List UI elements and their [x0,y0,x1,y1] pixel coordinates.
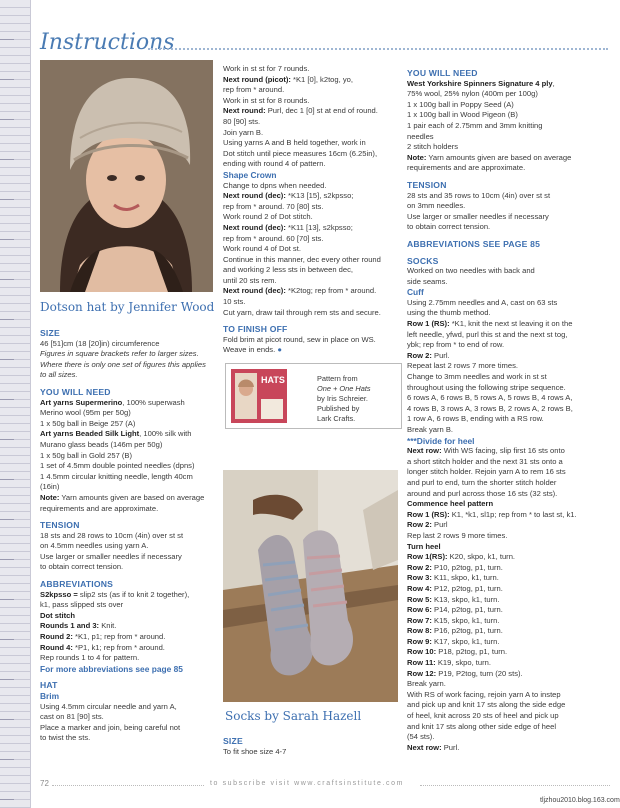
row-text: P14, p2tog, p1, turn. [431,605,503,615]
row-text: P16, p2tog, p1, turn. [431,626,503,636]
row-text: P12, p2tog, p1, turn. [431,583,503,593]
right-column [407,62,612,753]
abbr-line: Rep rounds 1 to 4 for pattern. [40,653,140,663]
right-line: to obtain correct tension. [407,222,491,232]
abbr-line [40,621,216,632]
right-line: using the thumb method. [407,308,491,318]
row-label: Row 1 (RS): [407,509,450,519]
right-line: Break yarn B. [407,425,454,434]
list-item [407,616,612,627]
mid-line: Fold brim at picot round, sew in place on WS. [223,334,376,344]
right-line: 28 sts and 35 rows to 10cm (4in) over st st [407,190,551,200]
mid-line: Cut yarn, draw tail through rem sts and secure. [223,307,381,317]
book-cover-label: HATS [261,375,285,385]
right-line: Using 2.75mm needles and A, cast on 63 sts [407,297,558,307]
mid-line [223,223,401,234]
right-line: 6 rows A, 6 rows B, 5 rows A, 5 rows B, 4 rows A, [407,393,573,403]
right-line: requirements and are approximate. [407,163,526,173]
row-label: Row 7: [407,615,432,625]
ywn-line: Murano glass beads (146m per 50g) [40,439,163,449]
abbr-line [40,643,216,654]
mid-line: Work round 2 of Dot stitch. [223,212,313,222]
row-text: K13, skpo, k1, turn. [431,594,500,604]
right-line: (54 sts). [407,732,435,742]
yarn-name: Art yarns Beaded Silk Light [40,429,140,439]
abbr-def: *P1, k1; rep from * around. [72,642,165,652]
turn-heel-rows [407,552,612,679]
right-line: 2 stitch holders [407,142,459,152]
right-line: throughout using the following stripe sequence. [407,382,566,392]
right-line [407,351,612,362]
right-line [407,520,612,531]
note-text: Yarn amounts given are based on average [426,152,572,162]
title-divider [148,48,608,50]
row-text: K1, *k1, sl1p; rep from * to last st, k1. [449,509,577,519]
step-text: *K13 [15], s2kpsso; [285,191,354,201]
abbr-term: Rounds 1 and 3: [40,621,100,631]
mid-line: rep from * around. 60 [70] sts. [223,233,324,243]
abbr-def: slip2 sts (as if to knit 2 together), [77,589,190,599]
brim-line: to twist the sts. [40,733,91,743]
list-item [407,605,612,616]
mid-line: 80 [90] sts. [223,116,261,126]
footer-divider [52,785,204,786]
abbreviations-link[interactable]: ABBREVIATIONS SEE PAGE 85 [407,238,541,249]
book-line: by Iris Schreier. [317,394,368,403]
row-label: Row 6: [407,605,432,615]
mid-line: Continue in this manner, dec every other round [223,254,381,264]
row-text: K19, skpo, turn. [435,658,491,668]
ywn-heading: YOU WILL NEED [40,386,111,397]
right-line: 1 pair each of 2.75mm and 3mm knitting [407,120,543,130]
right-line [407,79,612,90]
heel-pattern-heading: Commence heel pattern [407,499,494,509]
list-item [407,584,612,595]
more-abbreviations-link[interactable]: For more abbreviations see page 85 [40,663,183,674]
right-line [407,510,612,521]
ywn-line [40,398,216,409]
right-line: 75% wool, 25% nylon (400m per 100g) [407,89,538,99]
socks-heading: SOCKS [407,255,439,266]
ywn-line: 1 4.5mm circular knitting needle, length 40cm [40,471,193,481]
right-line: With RS of work facing, rejoin yarn A to instep [407,689,561,699]
list-item [407,658,612,669]
ywn-line: (16in) [40,482,60,492]
step-label: Next round (dec): [223,286,286,296]
row-label: Row 4: [407,583,432,593]
size-note: Where there is only one set of figures this applies [40,359,206,369]
list-item [407,563,612,574]
book-line: Lark Crafts. [317,414,356,423]
mid-line [223,345,401,356]
step-text: *K11 [13], s2kpsso; [285,222,353,232]
ywn-line: requirements and are approximate. [40,503,159,513]
shape-crown-heading: Shape Crown [223,169,277,180]
brim-line: Using 4.5mm circular needle and yarn A, [40,701,177,711]
right-line [407,743,612,754]
step-label: Next round (picot): [223,74,291,84]
mid-line: Work in st st for 7 rounds. [223,64,310,73]
yarn-desc: , 100% silk with [139,429,192,439]
right-line: Worked on two needles with back and [407,266,535,276]
row-label: Next row: [407,742,442,752]
mid-line: Change to dpns when needed. [223,180,327,190]
size-heading: SIZE [40,328,60,338]
note-text: Yarn amounts given are based on average [59,492,205,502]
mid-line: until 20 sts rem. [223,275,277,285]
mid-line [223,286,401,297]
list-item [407,552,612,563]
socks-caption: Socks by Sarah Hazell [225,709,362,723]
row-text: Purl [431,520,448,530]
cuff-heading: Cuff [407,287,424,298]
row-text: K17, skpo, k1, turn. [431,636,500,646]
tension-line: 18 sts and 28 rows to 10cm (4in) over st st [40,530,184,540]
ywn-line: 1 set of 4.5mm double pointed needles (dpns) [40,461,195,471]
abbr-def: Knit. [99,621,117,631]
book-cover [231,369,287,423]
socks-size-heading: SIZE [223,736,243,746]
page-title: Instructions [40,30,175,55]
mid-line: 10 sts. [223,297,246,307]
socks-photo [223,470,398,702]
footer-subscribe-link[interactable]: to subscribe visit www.craftsinstitute.com [210,780,405,787]
ruler-margin [0,0,31,808]
step-label: Next round (dec): [223,222,286,232]
right-line: 1 row A, 6 rows B, ending with a RS row. [407,414,544,424]
right-line: around and purl across those 16 sts (32 sts). [407,488,558,498]
ywn-line: 1 x 50g ball in Beige 257 (A) [40,418,136,428]
page-number: 72 [40,779,49,788]
list-item [407,647,612,658]
hat-caption: Dotson hat by Jennifer Wood [40,300,215,314]
book-title: One + One Hats [317,384,371,393]
tension-line: on 4.5mm needles using yarn A. [40,541,149,551]
socks-size [223,730,401,757]
abbr-term: Round 4: [40,642,73,652]
abbr-term: Round 2: [40,632,73,642]
right-line: and pick up and knit 17 sts along the side edge [407,700,566,710]
abbreviations-heading: ABBREVIATIONS [40,579,114,590]
mid-line: rep from * around. [223,85,285,95]
end-bullet-icon: ● [277,345,282,355]
divide-heel-heading: ***Divide for heel [407,435,475,446]
socks-size-line: To fit shoe size 4-7 [223,746,287,756]
mid-line: rep from * around. 70 [80] sts. [223,201,324,211]
right-line: Repeat last 2 rows 7 more times. [407,361,518,371]
turn-heel-heading: Turn heel [407,541,441,551]
right-line [407,153,612,164]
step-label: Next round (dec): [223,191,286,201]
yarn-desc: , 100% superwash [122,397,185,407]
left-column [40,322,216,744]
list-item [407,573,612,584]
size-line: 46 [51]cm (18 [20]in) circumference [40,338,160,348]
right-line: longer stitch holder. Rejoin yarn A to rem 16 sts [407,467,566,477]
mid-line: Using yarns A and B held together, work in [223,138,366,148]
row-label: Row 2: [407,562,432,572]
watermark: tljzhou2010.blog.163.com [540,797,620,804]
row-text: K11, skpo, k1, turn. [431,573,499,583]
abbr-def: *K1, p1; rep from * around. [72,632,166,642]
list-item [407,595,612,606]
finish-heading: TO FINISH OFF [223,324,288,335]
brim-line: Place a marker and join, being careful not [40,722,181,732]
right-line: of heel, knit across 20 sts of heel and pick up [407,711,559,721]
row-label: Row 9: [407,636,432,646]
finish-text: Weave in ends. [223,345,276,355]
row-label: Row 10: [407,647,437,657]
row-text: P10, p2tog, p1, turn. [431,562,503,572]
ywn-heading: YOU WILL NEED [407,68,478,78]
footer-divider [420,785,610,786]
mid-line: Work round 4 of Dot st. [223,244,301,254]
tension-heading: TENSION [407,179,447,190]
ywn-line [40,493,216,504]
abbr-term: S2kpsso = [40,589,78,599]
brim-heading: Brim [40,691,60,701]
yarn-name: Art yarns Supermerino [40,397,123,407]
book-credit-box [225,363,402,429]
mid-line: Dot stitch until piece measures 16cm (6.25in), [223,148,378,158]
mid-line: and working 2 less sts in between dec, [223,265,354,275]
right-line: Use larger or smaller needles if necessary [407,211,549,221]
book-line: Published by [317,404,360,413]
row-text: P18, p2tog, p1, turn. [436,647,508,657]
right-line: left needle, yfwd, purl this st and the next st tog, [407,329,568,339]
right-line: and knit 17 sts along other side edge of heel [407,721,557,731]
row-label: Row 8: [407,626,432,636]
row-label: Row 1 (RS): [407,319,450,329]
note-label: Note: [40,492,60,502]
row-text: P19, P2tog, turn (20 sts). [436,668,523,678]
right-line: ybk; rep from * to end of row. [407,340,505,350]
row-label: Row 2: [407,350,432,360]
ywn-line: Merino wool (95m per 50g) [40,408,131,418]
abbr-line: k1, pass slipped sts over [40,600,124,610]
mid-line: Join yarn B. [223,127,264,137]
size-note: Figures in square brackets refer to larger sizes. [40,349,199,359]
right-line [407,319,612,330]
right-line: 1 x 100g ball in Poppy Seed (A) [407,99,514,109]
hat-heading: HAT [40,680,58,691]
right-line: Break yarn. [407,679,446,689]
row-text: Purl. [431,350,450,360]
abbr-subheading: Dot stitch [40,610,76,620]
row-label: Row 11: [407,658,436,668]
row-text: Purl. [441,742,460,752]
step-label: Next round: [223,106,266,116]
right-line: a short stitch holder and the next 31 sts onto a [407,456,563,466]
hat-photo-illustration [40,60,213,292]
tension-line: Use larger or smaller needles if necessary [40,551,182,561]
book-credit-text [317,374,399,424]
row-text: *K1, knit the next st leaving it on the [449,319,573,329]
tension-heading: TENSION [40,520,80,531]
mid-line [223,75,401,86]
book-line: Pattern from [317,374,358,383]
ywn-line: 1 x 50g ball in Gold 257 (B) [40,450,133,460]
yarn-name: West Yorkshire Spinners Signature 4 ply [407,78,553,88]
mid-line: ending with round 4 of pattern. [223,159,326,169]
note-label: Note: [407,152,427,162]
row-text: K15, skpo, k1, turn. [431,615,500,625]
right-line: side seams. [407,276,448,286]
row-text: With WS facing, slip first 16 sts onto [441,446,565,456]
row-label: Row 2: [407,520,432,530]
socks-photo-illustration [223,470,398,702]
right-line: Change to 3mm needles and work in st st [407,372,547,382]
right-line: 4 rows B, 3 rows A, 3 rows B, 2 rows A, 2 rows B, [407,403,573,413]
right-line: on 3mm needles. [407,201,466,211]
yarn-desc: , [552,78,555,88]
mid-line [223,191,401,202]
right-line: Rep last 2 rows 9 more times. [407,530,508,540]
step-text: *K1 [0], k2tog, yo, [290,74,353,84]
right-line [407,446,612,457]
mid-line [223,106,401,117]
middle-column [223,64,401,356]
step-text: *K2tog; rep from * around. [285,286,377,296]
row-label: Row 12: [407,668,437,678]
right-line: 1 x 100g ball in Wood Pigeon (B) [407,110,518,120]
mid-line: Work in st st for 8 rounds. [223,95,310,105]
list-item [407,637,612,648]
ywn-line [40,429,216,440]
hat-photo [40,60,213,292]
row-label: Row 1(RS): [407,552,448,562]
row-label: Row 3: [407,573,432,583]
row-label: Next row: [407,446,442,456]
list-item [407,669,612,680]
step-text: Purl, dec 1 [0] st at end of round. [265,106,378,116]
right-line: needles [407,131,434,141]
right-line: and purl to end, turn the shorter stitch holder [407,477,557,487]
size-note: to all sizes. [40,370,78,380]
list-item [407,626,612,637]
tension-line: to obtain correct tension. [40,562,124,572]
row-label: Row 5: [407,594,432,604]
abbr-line [40,590,216,601]
abbr-line [40,632,216,643]
row-text: K20, skpo, k1, turn. [447,552,516,562]
brim-line: cast on 81 [90] sts. [40,712,104,722]
